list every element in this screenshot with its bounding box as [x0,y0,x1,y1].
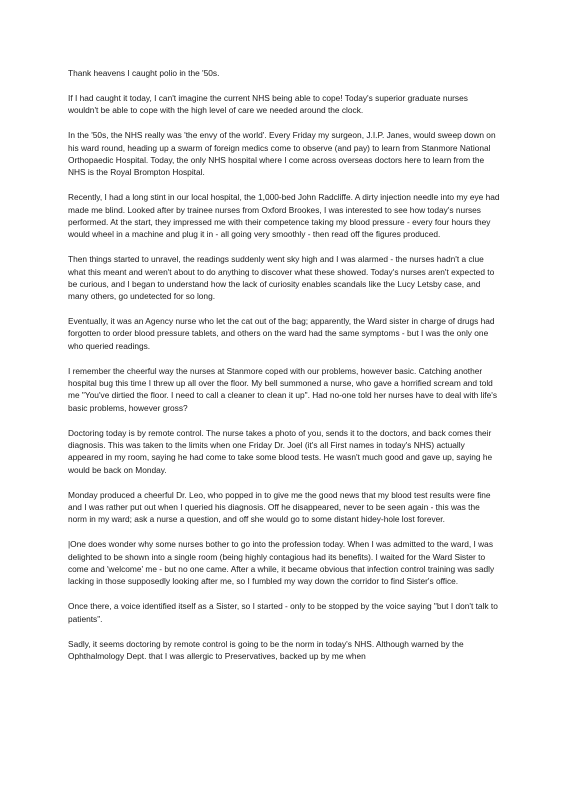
paragraph-2: If I had caught it today, I can't imagine the current NHS being able to cope! Today's superior graduate nurses wouldn't be able to cope with the high level of care we needed around the clock. [68,92,468,116]
paragraph-3: In the '50s, the NHS really was 'the envy of the world'. Every Friday my surgeon, J.I.P. Janes, would sweep down on his ward round, heading up a swarm of foreign medics come to observe (and pay) to learn from Stanmore National Orthopaedic Hospital. Today, the only NHS hospital where I come across overseas doctors here to learn from the NHS is the Royal Brompton Hospital. [68,130,496,178]
paragraph-10: |One does wonder why some nurses bother to go into the profession today. When I was admitted to the ward, I was delighted to be shown into a single room (being highly contagious had its benefits). I waited for the Ward Sister to come and 'welcome' me - but no one came. After a while, it became obvious that infection control training was sadly lacking in those supposedly looking after me, so I fumbled my way down the corridor to find Sister's office. [68,539,495,587]
paragraph-7: I remember the cheerful way the nurses at Stanmore coped with our problems, however basic. Catching another hospital bug this time I threw up all over the floor. My bell summoned a nurse, who gave a horrified scream and told me "You've dirtied the floor. I need to call a cleaner to clean it up". Had no-one told her nurses have to deal with life's basic problems, however gross? [68,365,498,413]
paragraph-9: Monday produced a cheerful Dr. Leo, who popped in to give me the good news that my blood test results were fine and I was rather put out when I queried his diagnosis. Off he disappeared, never to be seen again - this was the norm in my ward; ask a nurse a question, and off she would go to some distant hidey-hole lost forever. [68,489,491,525]
paragraph-8: Doctoring today is by remote control. The nurse takes a photo of you, sends it to the doctors, and back comes their diagnosis. This was taken to the limits when one Friday Dr. Joel (it's all First names in today's NHS) actually appeared in my room, saying he had come to take some blood tests. He wasn't much good and gave up, saying he would be back on Monday. [68,427,493,475]
paragraph-6: Eventually, it was an Agency nurse who let the cat out of the bag; apparently, the Ward sister in charge of drugs had forgotten to order blood pressure tablets, and others on the ward had the same symptoms - but I was the only one who queried readings. [68,316,495,351]
paragraph-12: Sadly, it seems doctoring by remote control is going to be the norm in today's NHS. Although warned by the Ophthalmology Dept. that I was allergic to Preservatives, backed up by me when [68,638,464,661]
paragraph-1: Thank heavens I caught polio in the '50s. [68,68,220,78]
paragraph-4: Recently, I had a long stint in our local hospital, the 1,000-bed John Radcliffe. A dirty injection needle into my eye had made me blind. Looked after by trainee nurses from Oxford Brookes, I was interested to see how today's nurses performed. At the start, they impressed me with their competence taking my blood pressure - every four hours they would wheel in a machine and plug it in - all going very smoothly - then read off the figures produced. [68,192,500,240]
paragraph-5: Then things started to unravel, the readings suddenly went sky high and I was alarmed - the nurses hadn't a clue what this meant and weren't about to do anything to discover what these showed. Today's nurses aren't expected to be curious, and I began to understand how the lack of curiosity enables scandals like the Lucy Letsby case, and many others, go undetected for so long. [68,254,495,302]
paragraph-11: Once there, a voice identified itself as a Sister, so I started - only to be stopped by the voice saying "but I don't talk to patients". [68,601,498,624]
document-body [68,67,500,662]
